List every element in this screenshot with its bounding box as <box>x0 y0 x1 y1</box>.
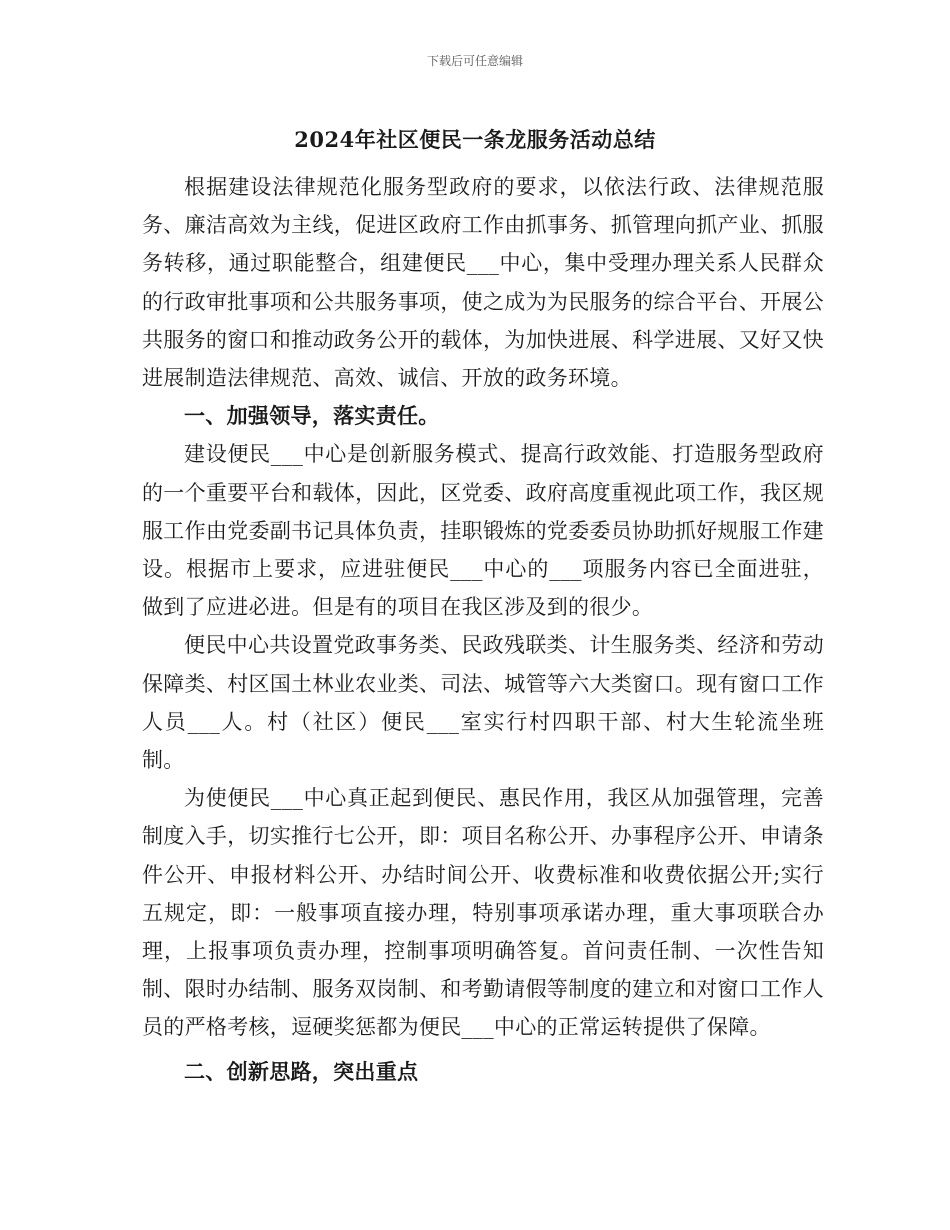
paragraph-leadership: 建设便民___中心是创新服务模式、提高行政效能、打造服务型政府的一个重要平台和载体，因此，区党委、政府高度重视此项工作，我区规服工作由党委副书记具体负责，挂职锻炼的党委委员协助抓好规服工作建设。根据市上要求，应进驻便民___中心的___项服务内容已全面进驻，做到了应进必进。但是有的项目在我区涉及到的很少。 <box>142 442 824 620</box>
paragraph-intro: 根据建设法律规范化服务型政府的要求，以依法行政、法律规范服务、廉洁高效为主线，促进区政府工作由抓事务、抓管理向抓产业、抓服务转移，通过职能整合，组建便民___中心，集中受理办理关系人民群众的行政审批事项和公共服务事项，使之成为为民服务的综合平台、开展公共服务的窗口和推动政务公开的载体，为加快进展、科学进展、又好又快进展制造法律规范、高效、诚信、开放的政务环境。 <box>142 175 824 391</box>
paragraph-management: 为使便民___中心真正起到便民、惠民作用，我区从加强管理，完善制度入手，切实推行七公开，即：项目名称公开、办事程序公开、申请条件公开、申报材料公开、办结时间公开、收费标准和收费依据公开;实行五规定，即：一般事项直接办理，特别事项承诺办理，重大事项联合办理，上报事项负责办理，控制事项明确答复。首问责任制、一次性告知制、限时办结制、服务双岗制、和考勤请假等制度的建立和对窗口工作人员的严格考核，逗硬奖惩都为便民___中心的正常运转提供了保障。 <box>142 786 824 1040</box>
section-heading-2: 二、创新思路，突出重点 <box>184 1058 419 1084</box>
document-title: 2024年社区便民一条龙服务活动总结 <box>294 127 656 152</box>
header-note: 下载后可任意编辑 <box>426 54 523 68</box>
document-body <box>142 168 824 1091</box>
section-heading-1: 一、加强领导，落实责任。 <box>184 403 440 429</box>
paragraph-windows: 便民中心共设置党政事务类、民政残联类、计生服务类、经济和劳动保障类、村区国土林业农业类、司法、城管等六大类窗口。现有窗口工作人员___人。村（社区）便民___室实行村四职干部、村大生轮流坐班制。 <box>142 633 824 773</box>
